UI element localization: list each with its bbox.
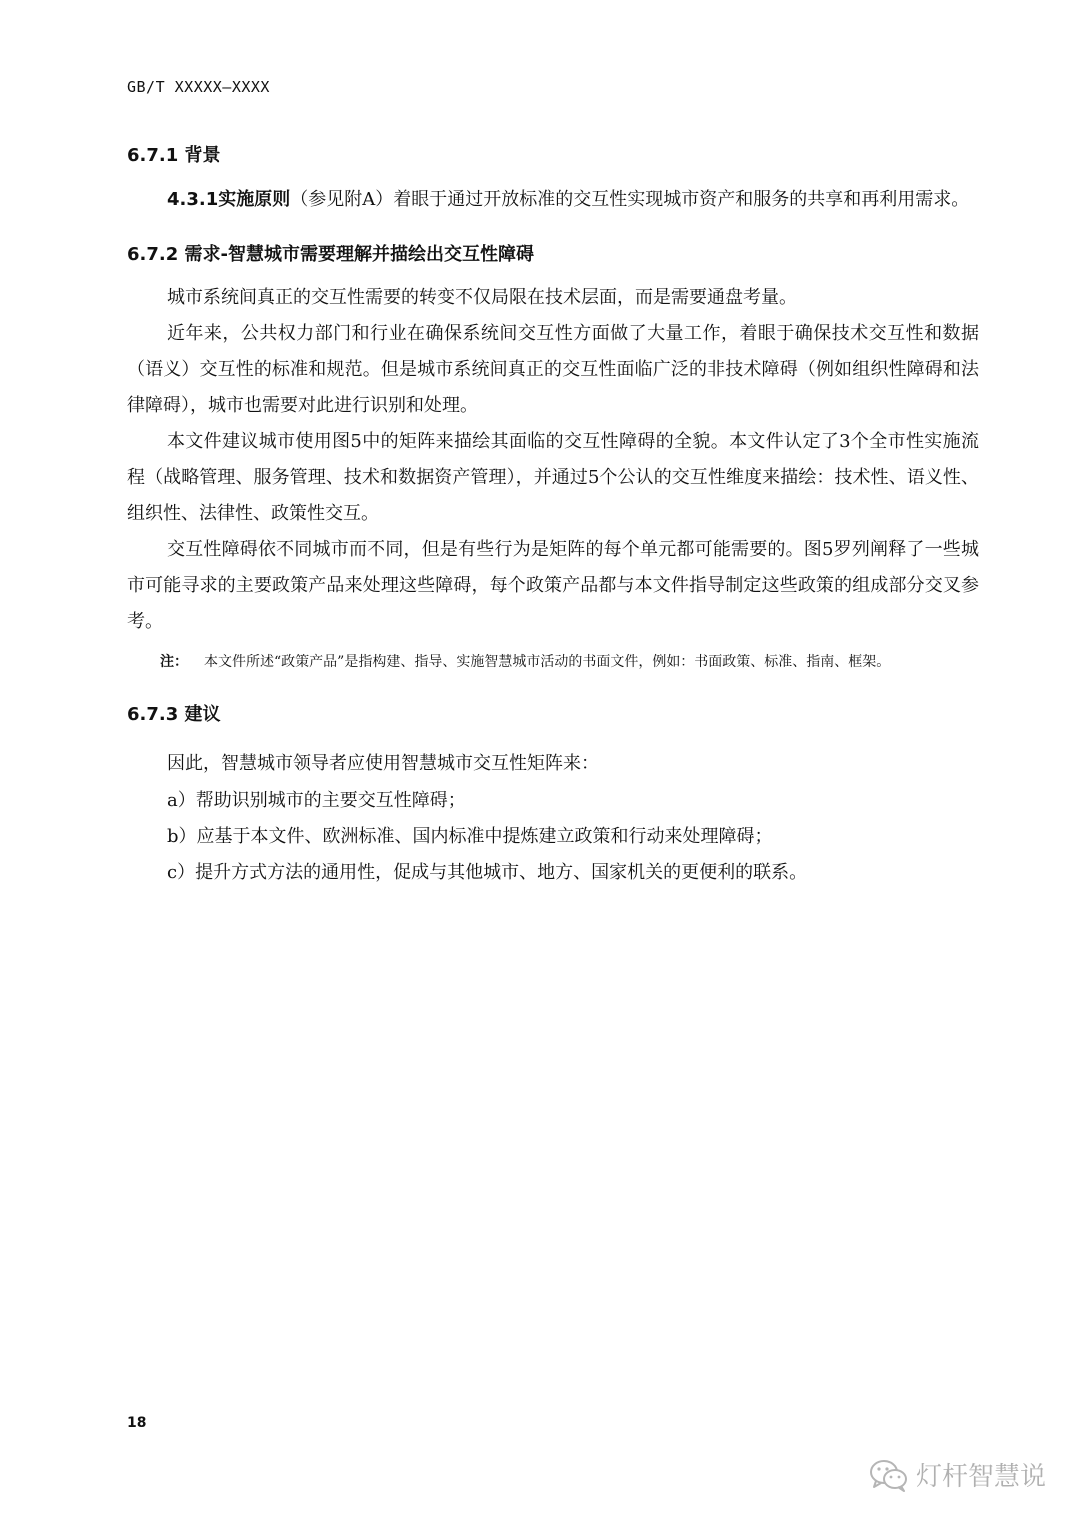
list-item: c）提升方式方法的通用性，促成与其他城市、地方、国家机关的更便利的联系。 bbox=[167, 862, 808, 883]
paragraph-3: 本文件建议城市使用图5中的矩阵来描绘其面临的交互性障碍的全貌。本文件认定了3个全市性实施流程（战略管理、服务管理、技术和数据资产管理），并通过5个公认的交互性维度来描绘：技术性、语义性、组织性、法律性、政策性交互。 bbox=[127, 431, 979, 524]
note-text: 本文件所述“政策产品”是指构建、指导、实施智慧城市活动的书面文件，例如：书面政策、标准、指南、框架。 bbox=[204, 654, 891, 670]
paragraph-2: 近年来，公共权力部门和行业在确保系统间交互性方面做了大量工作，着眼于确保技术交互性和数据（语义）交互性的标准和规范。但是城市系统间真正的交互性面临广泛的非技术障碍（例如组织性障碍和法律障碍），城市也需要对此进行识别和处理。 bbox=[127, 323, 979, 416]
implementation-principle-ref: 4.3.1实施原则 bbox=[167, 189, 291, 210]
note-label: 注： bbox=[160, 654, 188, 670]
note bbox=[160, 651, 890, 671]
wechat-icon bbox=[868, 1458, 910, 1492]
watermark bbox=[868, 1456, 1046, 1493]
list-item: b）应基于本文件、欧洲标准、国内标准中提炼建立政策和行动来处理障碍； bbox=[167, 826, 773, 847]
page-number: 18 bbox=[127, 1415, 147, 1431]
implementation-principle-text: （参见附A）着眼于通过开放标准的交互性实现城市资产和服务的共享和再利用需求。 bbox=[290, 189, 970, 210]
standard-code: GB/T XXXXX—XXXX bbox=[127, 78, 270, 96]
recommendation-intro: 因此，智慧城市领导者应使用智慧城市交互性矩阵来： bbox=[167, 753, 599, 774]
list-item: a）帮助识别城市的主要交互性障碍； bbox=[167, 790, 466, 811]
heading-6-7-1: 6.7.1 背景 bbox=[127, 145, 221, 166]
paragraph-implementation-principle bbox=[127, 182, 979, 218]
heading-6-7-2: 6.7.2 需求-智慧城市需要理解并描绘出交互性障碍 bbox=[127, 244, 534, 265]
paragraph-4: 交互性障碍依不同城市而不同，但是有些行为是矩阵的每个单元都可能需要的。图5罗列阐释了一些城市可能寻求的主要政策产品来处理这些障碍，每个政策产品都与本文件指导制定这些政策的组成部分交叉参考。 bbox=[127, 539, 979, 632]
paragraph-1: 城市系统间真正的交互性需要的转变不仅局限在技术层面，而是需要通盘考量。 bbox=[167, 287, 797, 308]
heading-6-7-3: 6.7.3 建议 bbox=[127, 704, 221, 725]
watermark-text: 灯杆智慧说 bbox=[916, 1462, 1047, 1492]
